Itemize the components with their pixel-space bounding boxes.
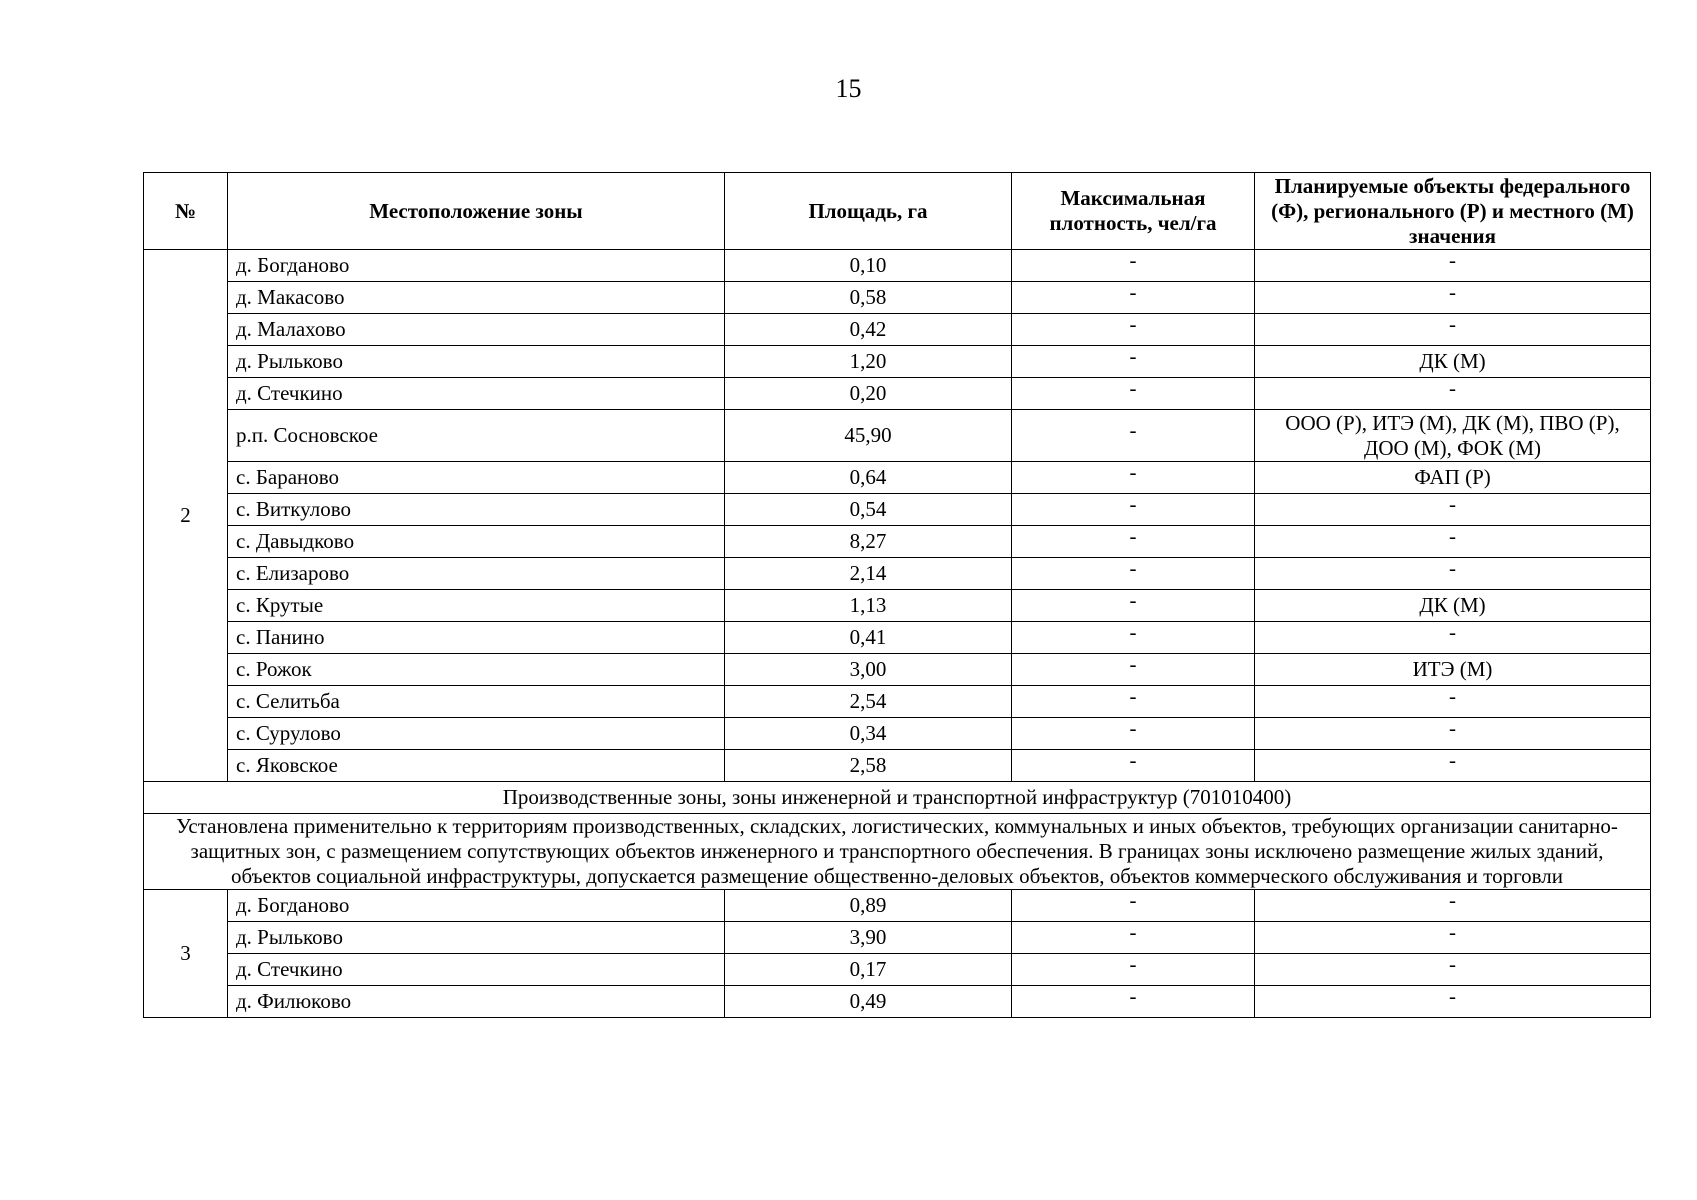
dash-value: - <box>1449 748 1456 772</box>
cell-location: с. Яковское <box>228 750 725 782</box>
header-num: № <box>144 173 228 250</box>
cell-area: 0,64 <box>725 462 1012 494</box>
cell-density <box>1012 250 1255 282</box>
dash-value: - <box>1449 376 1456 400</box>
header-area: Площадь, га <box>725 173 1012 250</box>
dash-value: - <box>1129 716 1137 740</box>
table-row <box>144 410 1651 462</box>
dash-value: - <box>1129 492 1137 516</box>
section-description: Установлена применительно к территориям производственных, складских, логистических, коммунальных и иных объектов, требующих организации санитарно-защитных зон, с размещением сопутствующих объектов инженерного и транспортного обеспечения. В границах зоны исключено размещение жилых зданий, объектов социальной инфраструктуры, допускается размещение общественно-деловых объектов, объектов коммерческого обслуживания и торговли <box>144 814 1651 890</box>
cell-location: д. Рыльково <box>228 346 725 378</box>
cell-area: 0,54 <box>725 494 1012 526</box>
cell-density <box>1012 462 1255 494</box>
cell-location: с. Елизарово <box>228 558 725 590</box>
table-row <box>144 378 1651 410</box>
cell-area: 0,10 <box>725 250 1012 282</box>
dash-value: - <box>1129 344 1137 368</box>
cell-objects: ИТЭ (М) <box>1255 654 1651 686</box>
cell-objects <box>1255 986 1651 1018</box>
cell-density <box>1012 378 1255 410</box>
cell-objects <box>1255 890 1651 922</box>
cell-location: с. Рожок <box>228 654 725 686</box>
dash-value: - <box>1449 716 1456 740</box>
dash-value: - <box>1129 280 1137 304</box>
cell-objects: ДК (М) <box>1255 590 1651 622</box>
dash-value: - <box>1129 418 1137 442</box>
cell-density <box>1012 922 1255 954</box>
section-title: Производственные зоны, зоны инженерной и транспортной инфраструктур (701010400) <box>144 782 1651 814</box>
cell-objects: ООО (Р), ИТЭ (М), ДК (М), ПВО (Р), ДОО (М), ФОК (М) <box>1255 410 1651 462</box>
cell-density <box>1012 526 1255 558</box>
cell-objects <box>1255 282 1651 314</box>
cell-density <box>1012 282 1255 314</box>
dash-value: - <box>1129 588 1137 612</box>
dash-value: - <box>1129 748 1137 772</box>
cell-location: д. Рыльково <box>228 922 725 954</box>
dash-value: - <box>1129 556 1137 580</box>
cell-objects <box>1255 250 1651 282</box>
cell-density <box>1012 718 1255 750</box>
dash-value: - <box>1449 984 1456 1008</box>
cell-objects <box>1255 526 1651 558</box>
cell-location: с. Виткулово <box>228 494 725 526</box>
cell-location: д. Стечкино <box>228 378 725 410</box>
cell-location: д. Богданово <box>228 250 725 282</box>
table-row <box>144 558 1651 590</box>
cell-density <box>1012 750 1255 782</box>
dash-value: - <box>1129 920 1137 944</box>
cell-area: 0,41 <box>725 622 1012 654</box>
cell-area: 0,49 <box>725 986 1012 1018</box>
table-row <box>144 954 1651 986</box>
cell-location: д. Стечкино <box>228 954 725 986</box>
dash-value: - <box>1449 684 1456 708</box>
cell-area: 0,58 <box>725 282 1012 314</box>
cell-location: р.п. Сосновское <box>228 410 725 462</box>
cell-area: 45,90 <box>725 410 1012 462</box>
cell-area: 8,27 <box>725 526 1012 558</box>
cell-location: д. Филюково <box>228 986 725 1018</box>
table-row <box>144 622 1651 654</box>
cell-objects <box>1255 718 1651 750</box>
table-row <box>144 314 1651 346</box>
cell-area: 1,20 <box>725 346 1012 378</box>
cell-area: 0,42 <box>725 314 1012 346</box>
table-row <box>144 890 1651 922</box>
cell-density <box>1012 686 1255 718</box>
cell-area: 0,34 <box>725 718 1012 750</box>
page-number: 15 <box>835 74 862 103</box>
table-row <box>144 922 1651 954</box>
dash-value: - <box>1129 312 1137 336</box>
table-row <box>144 590 1651 622</box>
table-row <box>144 654 1651 686</box>
dash-value: - <box>1129 376 1137 400</box>
cell-location: с. Бараново <box>228 462 725 494</box>
dash-value: - <box>1449 280 1456 304</box>
cell-objects <box>1255 314 1651 346</box>
dash-value: - <box>1129 620 1137 644</box>
cell-objects <box>1255 954 1651 986</box>
section-title-row <box>144 782 1651 814</box>
header-density: Максимальная плотность, чел/га <box>1012 173 1255 250</box>
group-2-body <box>144 250 1651 782</box>
table-row <box>144 250 1651 282</box>
cell-objects <box>1255 558 1651 590</box>
cell-density <box>1012 314 1255 346</box>
zones-table <box>143 172 1651 1018</box>
cell-density <box>1012 558 1255 590</box>
cell-area: 3,90 <box>725 922 1012 954</box>
dash-value: - <box>1449 556 1456 580</box>
cell-density <box>1012 590 1255 622</box>
dash-value: - <box>1449 888 1456 912</box>
dash-value: - <box>1449 920 1456 944</box>
dash-value: - <box>1129 524 1137 548</box>
dash-value: - <box>1129 248 1137 272</box>
dash-value: - <box>1449 248 1456 272</box>
table-row <box>144 526 1651 558</box>
cell-density <box>1012 890 1255 922</box>
table-row <box>144 686 1651 718</box>
table-row <box>144 346 1651 378</box>
cell-location: с. Селитьба <box>228 686 725 718</box>
cell-objects: ФАП (Р) <box>1255 462 1651 494</box>
cell-location: д. Богданово <box>228 890 725 922</box>
table-row <box>144 718 1651 750</box>
cell-area: 2,58 <box>725 750 1012 782</box>
group-3-body <box>144 890 1651 1018</box>
cell-objects <box>1255 378 1651 410</box>
header-location: Местоположение зоны <box>228 173 725 250</box>
cell-objects <box>1255 922 1651 954</box>
cell-location: д. Малахово <box>228 314 725 346</box>
cell-location: д. Макасово <box>228 282 725 314</box>
dash-value: - <box>1449 524 1456 548</box>
cell-objects <box>1255 686 1651 718</box>
dash-value: - <box>1129 888 1137 912</box>
cell-density <box>1012 494 1255 526</box>
table-header-row <box>144 173 1651 250</box>
cell-objects <box>1255 494 1651 526</box>
cell-area: 2,54 <box>725 686 1012 718</box>
dash-value: - <box>1449 952 1456 976</box>
cell-location: с. Панино <box>228 622 725 654</box>
dash-value: - <box>1129 984 1137 1008</box>
cell-location: с. Давыдково <box>228 526 725 558</box>
cell-density <box>1012 622 1255 654</box>
cell-density <box>1012 954 1255 986</box>
cell-location: с. Сурулово <box>228 718 725 750</box>
group-number: 3 <box>144 890 228 1018</box>
cell-area: 0,89 <box>725 890 1012 922</box>
table-row <box>144 750 1651 782</box>
dash-value: - <box>1449 492 1456 516</box>
header-objects: Планируемые объекты федерального (Ф), регионального (Р) и местного (М) значения <box>1255 173 1651 250</box>
table-row <box>144 494 1651 526</box>
dash-value: - <box>1129 684 1137 708</box>
group-number: 2 <box>144 250 228 782</box>
cell-area: 3,00 <box>725 654 1012 686</box>
cell-area: 0,17 <box>725 954 1012 986</box>
dash-value: - <box>1129 460 1137 484</box>
dash-value: - <box>1129 652 1137 676</box>
cell-objects <box>1255 750 1651 782</box>
cell-density <box>1012 410 1255 462</box>
dash-value: - <box>1129 952 1137 976</box>
section-description-row <box>144 814 1651 890</box>
cell-density <box>1012 346 1255 378</box>
cell-area: 2,14 <box>725 558 1012 590</box>
dash-value: - <box>1449 620 1456 644</box>
dash-value: - <box>1449 312 1456 336</box>
cell-objects <box>1255 622 1651 654</box>
cell-location: с. Крутые <box>228 590 725 622</box>
cell-objects: ДК (М) <box>1255 346 1651 378</box>
cell-area: 0,20 <box>725 378 1012 410</box>
cell-density <box>1012 654 1255 686</box>
table-row <box>144 986 1651 1018</box>
table-row <box>144 462 1651 494</box>
table-row <box>144 282 1651 314</box>
cell-density <box>1012 986 1255 1018</box>
cell-area: 1,13 <box>725 590 1012 622</box>
